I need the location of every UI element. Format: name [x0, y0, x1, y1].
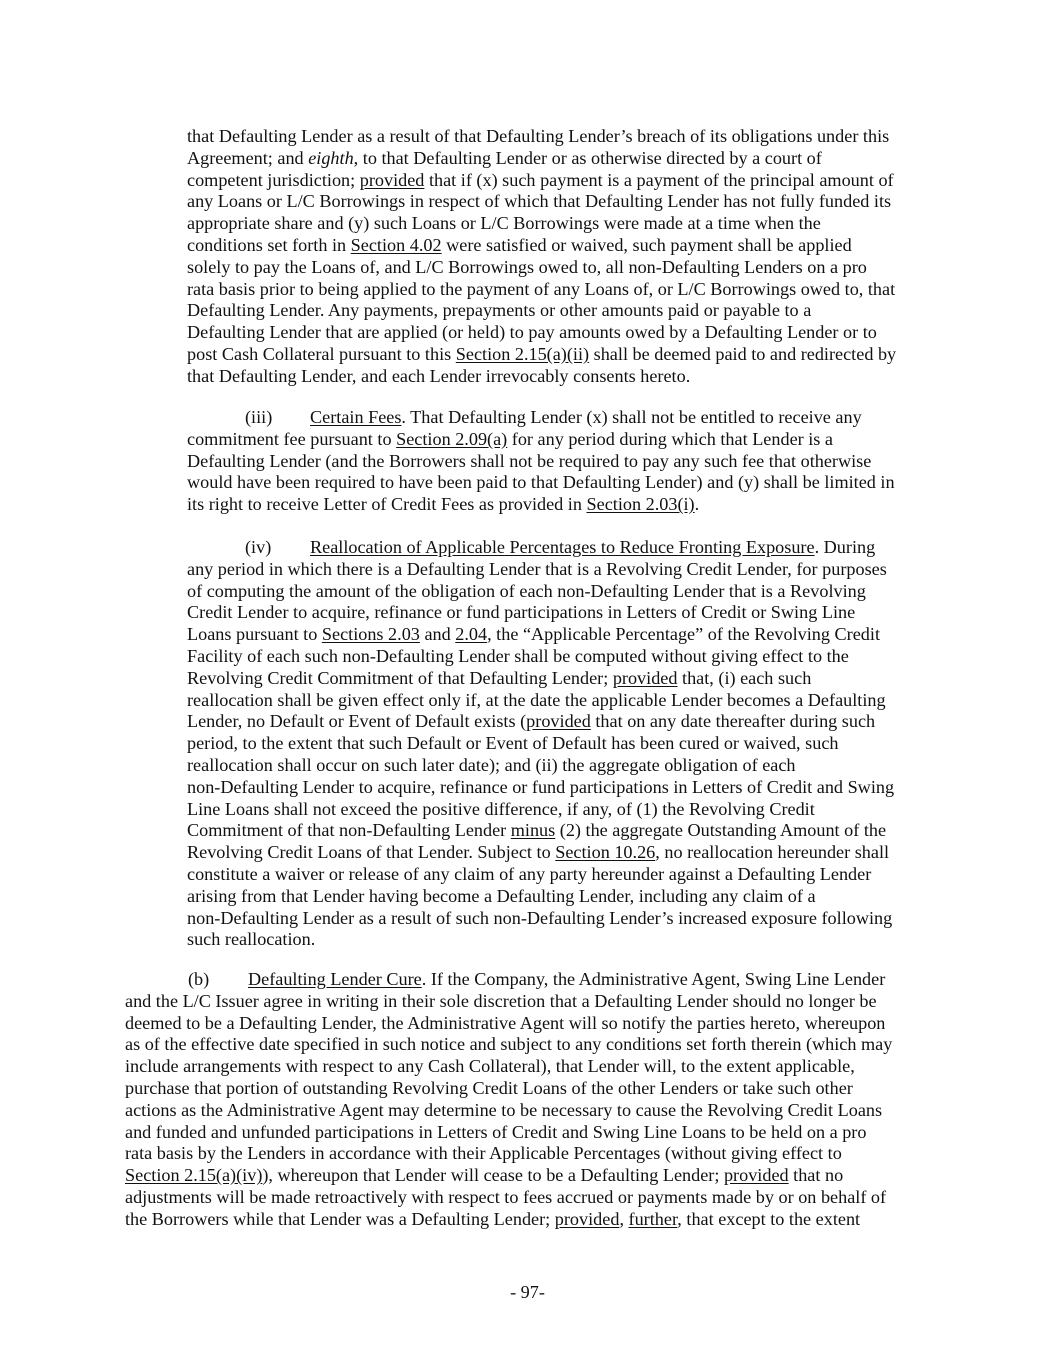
text-line: its right to receive Letter of Credit Fees as provided in Section 2.03(i). [187, 494, 700, 515]
text-line: deemed to be a Defaulting Lender, the Administrative Agent will so notify the parties hereto, whereupon [125, 1012, 886, 1033]
clause-number: (b) [188, 969, 210, 989]
text-line: Defaulting Lender (and the Borrowers shall not be required to pay any such fee that otherwise [187, 450, 872, 471]
text-line: Agreement; and eighth, to that Defaulting Lender or as otherwise directed by a court of [187, 147, 822, 168]
cross-reference: provided [554, 1208, 620, 1229]
cross-reference: provided [359, 169, 425, 190]
cross-reference: 2.04 [455, 624, 488, 645]
text-line: Revolving Credit Commitment of that Defaulting Lender; provided that, (i) each such [187, 667, 812, 688]
text-line: adjustments will be made retroactively with respect to fees accrued or payments made by or on behalf of [125, 1186, 887, 1207]
text-line: (iii) Certain Fees. That Defaulting Lender (x) shall not be entitled to receive any [245, 407, 862, 427]
text-line: of computing the amount of the obligation of each non-Defaulting Lender that is a Revolving [187, 580, 866, 601]
text-line: include arrangements with respect to any Cash Collateral), that Lender will, to the extent applicable, [125, 1056, 855, 1077]
paragraph-ii-continuation [187, 126, 896, 388]
cross-reference: Sections 2.03 [321, 624, 420, 645]
cross-reference: provided [612, 667, 678, 688]
text-line: and funded and unfunded participations in Letters of Credit and Swing Line Loans to be held on a pro [125, 1121, 867, 1142]
emphasis: eighth [308, 147, 354, 168]
text-line: post Cash Collateral pursuant to this Section 2.15(a)(ii) shall be deemed paid to and redirected by [187, 343, 897, 364]
text-line: Lender, no Default or Event of Default exists (provided that on any date thereafter during such [187, 711, 876, 732]
cross-reference: Reallocation of Applicable Percentages to Reduce Fronting Exposure [310, 537, 815, 557]
text-line: that Defaulting Lender, and each Lender irrevocably consents hereto. [187, 365, 691, 386]
text-line: Section 2.15(a)(iv)), whereupon that Lender will cease to be a Defaulting Lender; provided that no [125, 1165, 844, 1186]
text-line: Line Loans shall not exceed the positive difference, if any, of (1) the Revolving Credit [187, 798, 815, 819]
text-line: appropriate share and (y) such Loans or L/C Borrowings were made at a time when the [187, 213, 821, 234]
text-line: non-Defaulting Lender to acquire, refinance or fund participations in Letters of Credit and Swing [187, 776, 895, 797]
text-line: as of the effective date specified in such notice and subject to any conditions set forth therein (which may [125, 1034, 893, 1055]
cross-reference: further [628, 1208, 678, 1229]
paragraph-iii [187, 407, 895, 516]
text-line: arising from that Lender having become a Defaulting Lender, including any claim of a [187, 885, 816, 906]
text-line: Commitment of that non-Defaulting Lender minus (2) the aggregate Outstanding Amount of the [187, 820, 887, 841]
text-line: Revolving Credit Loans of that Lender. Subject to Section 10.26, no reallocation hereunder shall [187, 842, 890, 863]
text-line: purchase that portion of outstanding Revolving Credit Loans of the other Lenders or take such other [125, 1077, 853, 1098]
text-line: Facility of each such non-Defaulting Lender shall be computed without giving effect to the [187, 645, 849, 666]
text-line: period, to the extent that such Default or Event of Default has been cured or waived, such [187, 733, 839, 754]
cross-reference: Section 2.15(a)(iv) [125, 1165, 263, 1186]
text-line: non-Defaulting Lender as a result of such non-Defaulting Lender’s increased exposure following [187, 907, 893, 928]
text-line: solely to pay the Loans of, and L/C Borrowings owed to, all non-Defaulting Lenders on a pro [187, 256, 867, 277]
cross-reference: provided [526, 711, 591, 732]
text-line: constitute a waiver or release of any claim of any party hereunder against a Defaulting Lender [187, 863, 872, 884]
text-line: reallocation shall occur on such later date); and (ii) the aggregate obligation of each [187, 754, 796, 775]
text-line: rata basis prior to being applied to the payment of any Loans of, or L/C Borrowings owed to, that [187, 278, 896, 299]
text-line: (iv) Reallocation of Applicable Percentages to Reduce Fronting Exposure. During [245, 537, 876, 557]
text-line: competent jurisdiction; provided that if (x) such payment is a payment of the principal amount of [187, 169, 894, 190]
cross-reference: Section 2.09(a) [396, 428, 508, 449]
text-line: Loans pursuant to Sections 2.03 and 2.04, the “Applicable Percentage” of the Revolving Credit [187, 624, 880, 645]
cross-reference: minus [510, 820, 556, 841]
cross-reference: provided [723, 1165, 789, 1186]
text-line: any Loans or L/C Borrowings in respect of which that Defaulting Lender has not fully funded its [187, 191, 892, 212]
cross-reference: Defaulting Lender Cure [248, 969, 422, 989]
page-number: - 97- [510, 1282, 545, 1302]
text-line: reallocation shall be given effect only if, at the date the applicable Lender becomes a Defaulting [187, 689, 886, 710]
text-line: would have been required to have been paid to that Defaulting Lender) and (y) shall be limited in [187, 472, 895, 493]
text-line: Defaulting Lender. Any payments, prepayments or other amounts paid or payable to a [187, 300, 812, 321]
clause-number: (iv) [245, 537, 272, 557]
cross-reference: Section 10.26 [555, 842, 656, 863]
cross-reference: Section 2.03(i) [586, 494, 695, 515]
text-line: that Defaulting Lender as a result of that Defaulting Lender’s breach of its obligations under this [187, 126, 890, 146]
paragraph-b [125, 969, 892, 1231]
text-line: Credit Lender to acquire, refinance or fund participations in Letters of Credit or Swing Line [187, 602, 856, 623]
text-line: such reallocation. [187, 929, 316, 950]
cross-reference: Section 2.15(a)(ii) [455, 343, 590, 364]
text-line: and the L/C Issuer agree in writing in their sole discretion that a Defaulting Lender should no longer be [125, 990, 877, 1011]
text-line: rata basis by the Lenders in accordance with their Applicable Percentages (without giving effect to [125, 1143, 842, 1164]
text-line: (b) Defaulting Lender Cure. If the Company, the Administrative Agent, Swing Line Lender [188, 969, 886, 989]
text-line: the Borrowers while that Lender was a Defaulting Lender; provided, further, that except to the extent [125, 1208, 861, 1229]
text-line: any period in which there is a Defaulting Lender that is a Revolving Credit Lender, for purposes [187, 558, 887, 579]
text-line: actions as the Administrative Agent may determine to be necessary to cause the Revolving Credit Loans [125, 1099, 883, 1120]
text-line: commitment fee pursuant to Section 2.09(a) for any period during which that Lender is a [187, 428, 833, 449]
text-line: Defaulting Lender that are applied (or held) to pay amounts owed by a Defaulting Lender or to [187, 322, 877, 343]
cross-reference: Section 4.02 [350, 234, 442, 255]
text-line: conditions set forth in Section 4.02 were satisfied or waived, such payment shall be applied [187, 234, 852, 255]
clause-number: (iii) [245, 407, 273, 427]
paragraph-iv [187, 537, 894, 951]
cross-reference: Certain Fees [310, 407, 402, 427]
